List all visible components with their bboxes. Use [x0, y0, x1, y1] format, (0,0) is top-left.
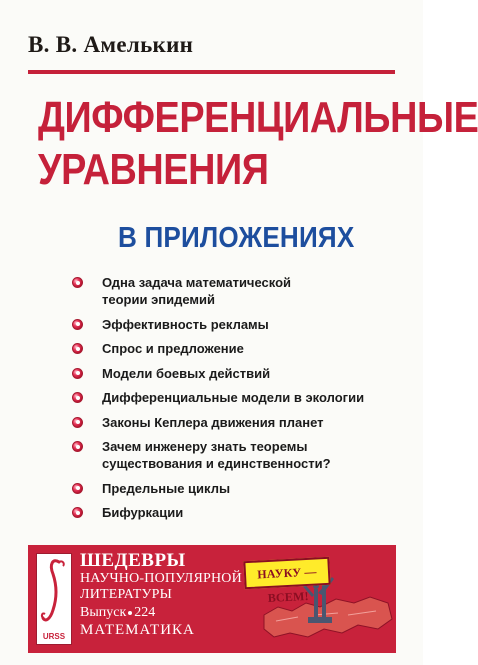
slogan-badge: НАУКУ — ВСЕМ!	[243, 557, 330, 589]
separator-dot-icon	[128, 611, 132, 615]
list-item	[70, 414, 410, 431]
topic-list	[70, 274, 410, 529]
bullet-icon	[72, 417, 83, 428]
topic-text: Модели боевых действий	[102, 365, 271, 381]
book-title-line2: УРАВНЕНИЯ	[38, 145, 269, 194]
list-item	[70, 438, 410, 472]
list-item	[70, 504, 410, 521]
bullet-icon	[72, 368, 83, 379]
topic-text: Зачем инженеру знать теоремы существования и единственности?	[102, 439, 331, 471]
issue-number: 224	[134, 605, 156, 620]
bullet-icon	[72, 507, 83, 518]
integral-icon	[37, 554, 71, 630]
bullet-icon	[72, 343, 83, 354]
list-item	[70, 480, 410, 497]
list-item	[70, 274, 410, 308]
book-subtitle: В ПРИЛОЖЕНИЯХ	[118, 222, 355, 254]
series-subject: МАТЕМАТИКА	[80, 622, 195, 638]
list-item	[70, 389, 410, 406]
author-name: В. В. Амелькин	[28, 32, 194, 57]
book-title-line1: ДИФФЕРЕНЦИАЛЬНЫЕ	[38, 93, 478, 142]
bullet-icon	[72, 392, 83, 403]
series-line2: ЛИТЕРАТУРЫ	[80, 587, 173, 602]
topic-text: Одна задача математической теории эпидемий	[102, 275, 292, 307]
topic-text: Дифференциальные модели в экологии	[102, 390, 365, 405]
bullet-icon	[72, 483, 83, 494]
topic-text: Эффективность рекламы	[102, 316, 269, 332]
title-divider	[28, 70, 395, 74]
series-band	[28, 545, 396, 653]
series-issue	[80, 604, 242, 622]
series-line1: НАУЧНО-ПОПУЛЯРНОЙ	[80, 571, 242, 586]
book-title	[38, 92, 478, 196]
list-item	[70, 316, 410, 333]
topic-text: Предельные циклы	[102, 480, 231, 496]
topic-text: Бифуркации	[102, 505, 184, 520]
topic-text: Спрос и предложение	[102, 341, 244, 356]
list-item	[70, 365, 410, 382]
bullet-icon	[72, 277, 83, 288]
issue-label: Выпуск	[80, 605, 127, 620]
topic-text: Законы Кеплера движения планет	[102, 414, 324, 430]
list-item	[70, 340, 410, 357]
series-info	[80, 551, 242, 639]
publisher-name: URSS	[42, 632, 66, 641]
publisher-logo	[36, 553, 72, 645]
series-name: ШЕДЕВРЫ	[80, 550, 186, 571]
bullet-icon	[72, 441, 83, 452]
bullet-icon	[72, 319, 83, 330]
